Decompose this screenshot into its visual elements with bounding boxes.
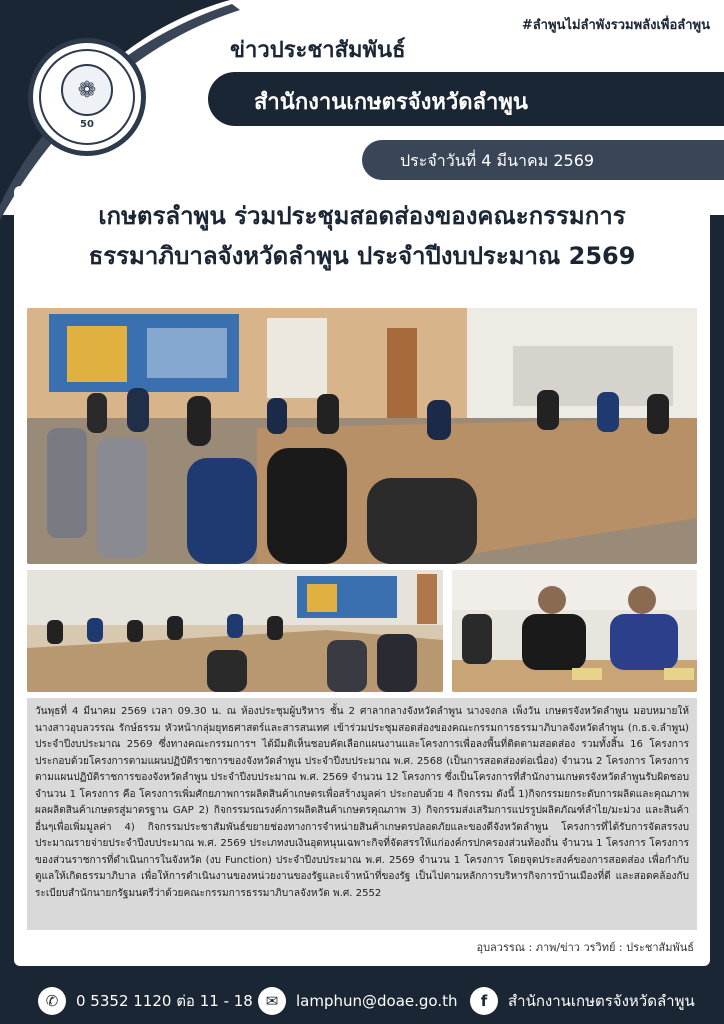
footer-phone[interactable]: [38, 986, 253, 1016]
office-name: สำนักงานเกษตรจังหวัดลำพูน: [254, 90, 528, 115]
facebook-icon: f: [470, 987, 498, 1015]
main-meeting-photo: [27, 308, 697, 564]
headline-line-2: ธรรมาภิบาลจังหวัดลำพูน ประจำปีงบประมาณ 2569: [88, 242, 636, 270]
news-date: ประจำวันที่ 4 มีนาคม 2569: [400, 151, 595, 170]
logo-emblem-icon: ❁: [61, 64, 113, 116]
department-logo: [28, 38, 146, 156]
hashtag: #ลำพูนไม่ลำพังรวมพลังเพื่อลำพูน: [521, 18, 710, 33]
photo-credit: อุบลวรรณ : ภาพ/ข่าว วรวิทย์ : ประชาสัมพันธ์: [476, 941, 694, 954]
logo-number: 50: [80, 119, 94, 130]
news-body-text: วันพุธที่ 4 มีนาคม 2569 เวลา 09.30 น. ณ ห้องประชุมผู้บริหาร ชั้น 2 ศาลากลางจังหวัดลำพูน นางจงกล เพ็งวัน เกษตรจังหวัดลำพูน มอบหมายให้นางสาวอุบลวรรณ รักษ์ธรรม หัวหน้ากลุ่มยุทธศาสตร์และสารสนเทศ เข้าร่วมประชุมสอดส่องของคณะกรรมการธรรมาภิบาลจังหวัดลำพูน (ก.ธ.จ.ลำพูน) ประจำปีงบประมาณ 2569 ซึ่งทางคณะกรรมการฯ ได้มีมติเห็นชอบคัดเลือกแผนงานและโครงการเพื่อลงพื้นที่ติดตามสอดส่อง รวมทั้งสิ้น 16 โครงการ ประกอบด้วยโครงการตามแผนปฏิบัติราชการของจังหวัดลำพูน ประจำปีงบประมาณ พ.ศ. 2568 (เป็นการสอดส่องต่อเนื่อง) จำนวน 2 โครงการ โครงการตามแผนปฏิบัติราชการของจังหวัดลำพูน ประจำปีงบประมาณ พ.ศ. 2569 จำนวน 12 โครงการ ซึ่งเป็นโครงการที่สำนักงานเกษตรจังหวัดลำพูนรับผิดชอบ จำนวน 1 โครงการ คือ โครงการเพิ่มศักยภาพการผลิตสินค้าเกษตรเพื่อสร้างมูลค่า ประกอบด้วย 4 กิจกรรม ดังนี้ 1)กิจกรรมยกระดับการผลิตและคุณภาพผลผลิตสินค้าเกษตรสู่มาตรฐาน GAP 2) กิจกรรมรณรงค์การผลิตสินค้าเกษตรคุณภาพ 3) กิจกรรมส่งเสริมการแปรรูปผลิตภัณฑ์ลำไย/มะม่วง และสินค้าอื่นๆเพื่อเพิ่มมูลค่า 4) กิจกรรมประชาสัมพันธ์ขยายช่องทางการจำหน่ายสินค้าเกษตรปลอดภัยและของดีจังหวัดลำพูน โครงการที่ได้รับการจัดสรรงบประมาณรายจ่ายประจำปีงบประมาณ พ.ศ. 2569 ประเภทงบเงินอุดหนุนเฉพาะกิจที่จัดสรรให้แก่องค์กรปกครองส่วนท้องถิ่น จำนวน 1 โครงการ โครงการของส่วนราชการที่ดำเนินการในจังหวัด (งบ Function) ประจำปีงบประมาณ พ.ศ. 2569 จำนวน 1 โครงการ โดยจุดประสงค์ของการสอดส่อง เพื่อกำกับดูแลให้เกิดธรรมาภิบาล เพื่อให้การดำเนินงานของหน่วยงานของรัฐและเจ้าหน้าที่ของรัฐ เป็นไปตามหลักการบริหารกิจการบ้านเมืองที่ดี และสอดคล้องกับระเบียบสำนักนายกรัฐมนตรีว่าด้วยคณะกรรมการธรรมาภิบาลจังหวัด พ.ศ. 2552: [35, 706, 689, 899]
wide-meeting-photo: [27, 570, 443, 692]
email-icon: ✉: [258, 987, 286, 1015]
footer-email[interactable]: [258, 986, 458, 1016]
headline-line-1: เกษตรลำพูน ร่วมประชุมสอดส่องของคณะกรรมการ: [98, 202, 626, 230]
phone-icon: ✆: [38, 987, 66, 1015]
phone-text: 0 5352 1120 ต่อ 11 - 18: [76, 992, 253, 1010]
news-label: ข่าวประชาสัมพันธ์: [230, 38, 406, 63]
news-body: [27, 698, 697, 930]
logo-ring: [39, 49, 135, 145]
footer-facebook[interactable]: [470, 986, 695, 1016]
closeup-meeting-photo: [452, 570, 697, 692]
email-text: lamphun@doae.go.th: [296, 992, 458, 1010]
headline: [20, 196, 704, 276]
facebook-text: สำนักงานเกษตรจังหวัดลำพูน: [508, 992, 695, 1010]
